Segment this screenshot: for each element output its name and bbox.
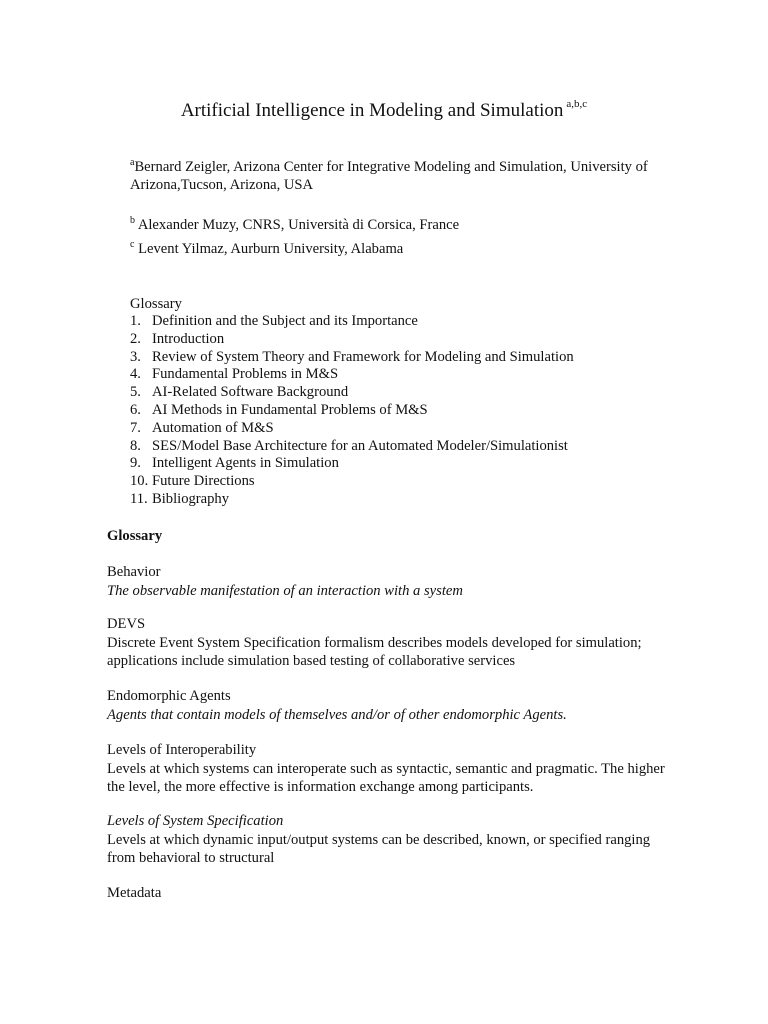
glossary-definition: Discrete Event System Specification formalism describes models developed for simulation; applications include simulation based testing of collaborative services	[107, 634, 642, 669]
glossary-entry-devs	[107, 615, 667, 671]
toc-item	[130, 349, 574, 367]
affiliation-mark: b	[130, 215, 135, 226]
toc-item	[130, 438, 574, 456]
toc-item-number: 1.	[130, 313, 141, 329]
toc-item-text: Automation of M&S	[152, 419, 274, 436]
toc-item-text: Bibliography	[152, 490, 230, 507]
glossary-term: Endomorphic Agents	[107, 688, 231, 704]
toc-item	[130, 331, 574, 349]
affiliation-c	[130, 236, 670, 258]
affiliation-mark: a	[130, 157, 135, 168]
glossary-heading: Glossary	[107, 528, 163, 544]
toc-item-number: 3.	[130, 348, 141, 365]
affiliation-mark: c	[130, 239, 135, 250]
document-title	[0, 92, 768, 123]
glossary-entry-levels-of-system-specification	[107, 812, 667, 868]
toc-item-text: Fundamental Problems in M&S	[152, 366, 339, 383]
glossary-definition: The observable manifestation of an interaction with a system	[107, 582, 463, 599]
table-of-contents	[130, 313, 574, 509]
toc-item-text: AI-Related Software Background	[152, 384, 349, 401]
affiliation-text: Alexander Muzy, CNRS, Università di Corsica, France	[135, 217, 460, 233]
toc-item-number: 5.	[130, 384, 141, 401]
affiliation-a	[130, 154, 670, 194]
toc-item-number: 7.	[130, 419, 141, 436]
toc-item-text: Future Directions	[152, 473, 255, 490]
glossary-entry-levels-of-interoperability	[107, 741, 667, 797]
toc-item	[130, 384, 574, 402]
toc-item	[130, 366, 574, 384]
toc-item-number: 10.	[130, 473, 149, 490]
glossary-definition: Levels at which systems can interoperate such as syntactic, semantic and pragmatic. The higher the level, the more effective is information exchange among participants.	[107, 760, 665, 795]
toc-item	[130, 473, 574, 491]
toc-item	[130, 313, 574, 331]
toc-heading: Glossary	[130, 296, 182, 312]
glossary-entry-behavior	[107, 563, 667, 600]
glossary-term: Levels of System Specification	[107, 813, 284, 829]
glossary-term: Levels of Interoperability	[107, 742, 257, 758]
toc-item-number: 8.	[130, 437, 141, 454]
title-superscript: a,b,c	[566, 98, 588, 110]
toc-item	[130, 455, 574, 473]
toc-item-number: 4.	[130, 366, 141, 383]
toc-item-number: 11.	[130, 490, 148, 507]
toc-item-text: SES/Model Base Architecture for an Automated Modeler/Simulationist	[152, 437, 568, 454]
toc-item-number: 9.	[130, 455, 141, 472]
glossary-term: DEVS	[107, 616, 146, 632]
toc-item-text: Review of System Theory and Framework for Modeling and Simulation	[152, 348, 574, 365]
toc-item-number: 6.	[130, 401, 141, 418]
toc-item	[130, 420, 574, 438]
glossary-term: Metadata	[107, 885, 162, 901]
toc-item-text: AI Methods in Fundamental Problems of M&S	[152, 401, 428, 418]
affiliation-text: Bernard Zeigler, Arizona Center for Integrative Modeling and Simulation, University of Arizona,Tucson, Arizona, USA	[130, 159, 648, 193]
toc-item	[130, 402, 574, 420]
toc-item-number: 2.	[130, 330, 141, 347]
toc-item	[130, 491, 574, 509]
glossary-definition: Agents that contain models of themselves and/or of other endomorphic Agents.	[107, 706, 567, 723]
affiliation-text: Levent Yilmaz, Aurburn University, Alabama	[134, 241, 404, 257]
toc-item-text: Definition and the Subject and its Importance	[152, 313, 418, 329]
glossary-entry-metadata	[107, 884, 667, 903]
glossary-definition: Levels at which dynamic input/output systems can be described, known, or specified ranging from behavioral to structural	[107, 831, 651, 866]
toc-item-text: Intelligent Agents in Simulation	[152, 455, 339, 472]
glossary-entry-endomorphic-agents	[107, 687, 667, 724]
toc-item-text: Introduction	[152, 330, 225, 347]
glossary-term: Behavior	[107, 564, 161, 580]
affiliation-b	[130, 212, 670, 234]
title-text: Artificial Intelligence in Modeling and Simulation	[180, 100, 564, 121]
